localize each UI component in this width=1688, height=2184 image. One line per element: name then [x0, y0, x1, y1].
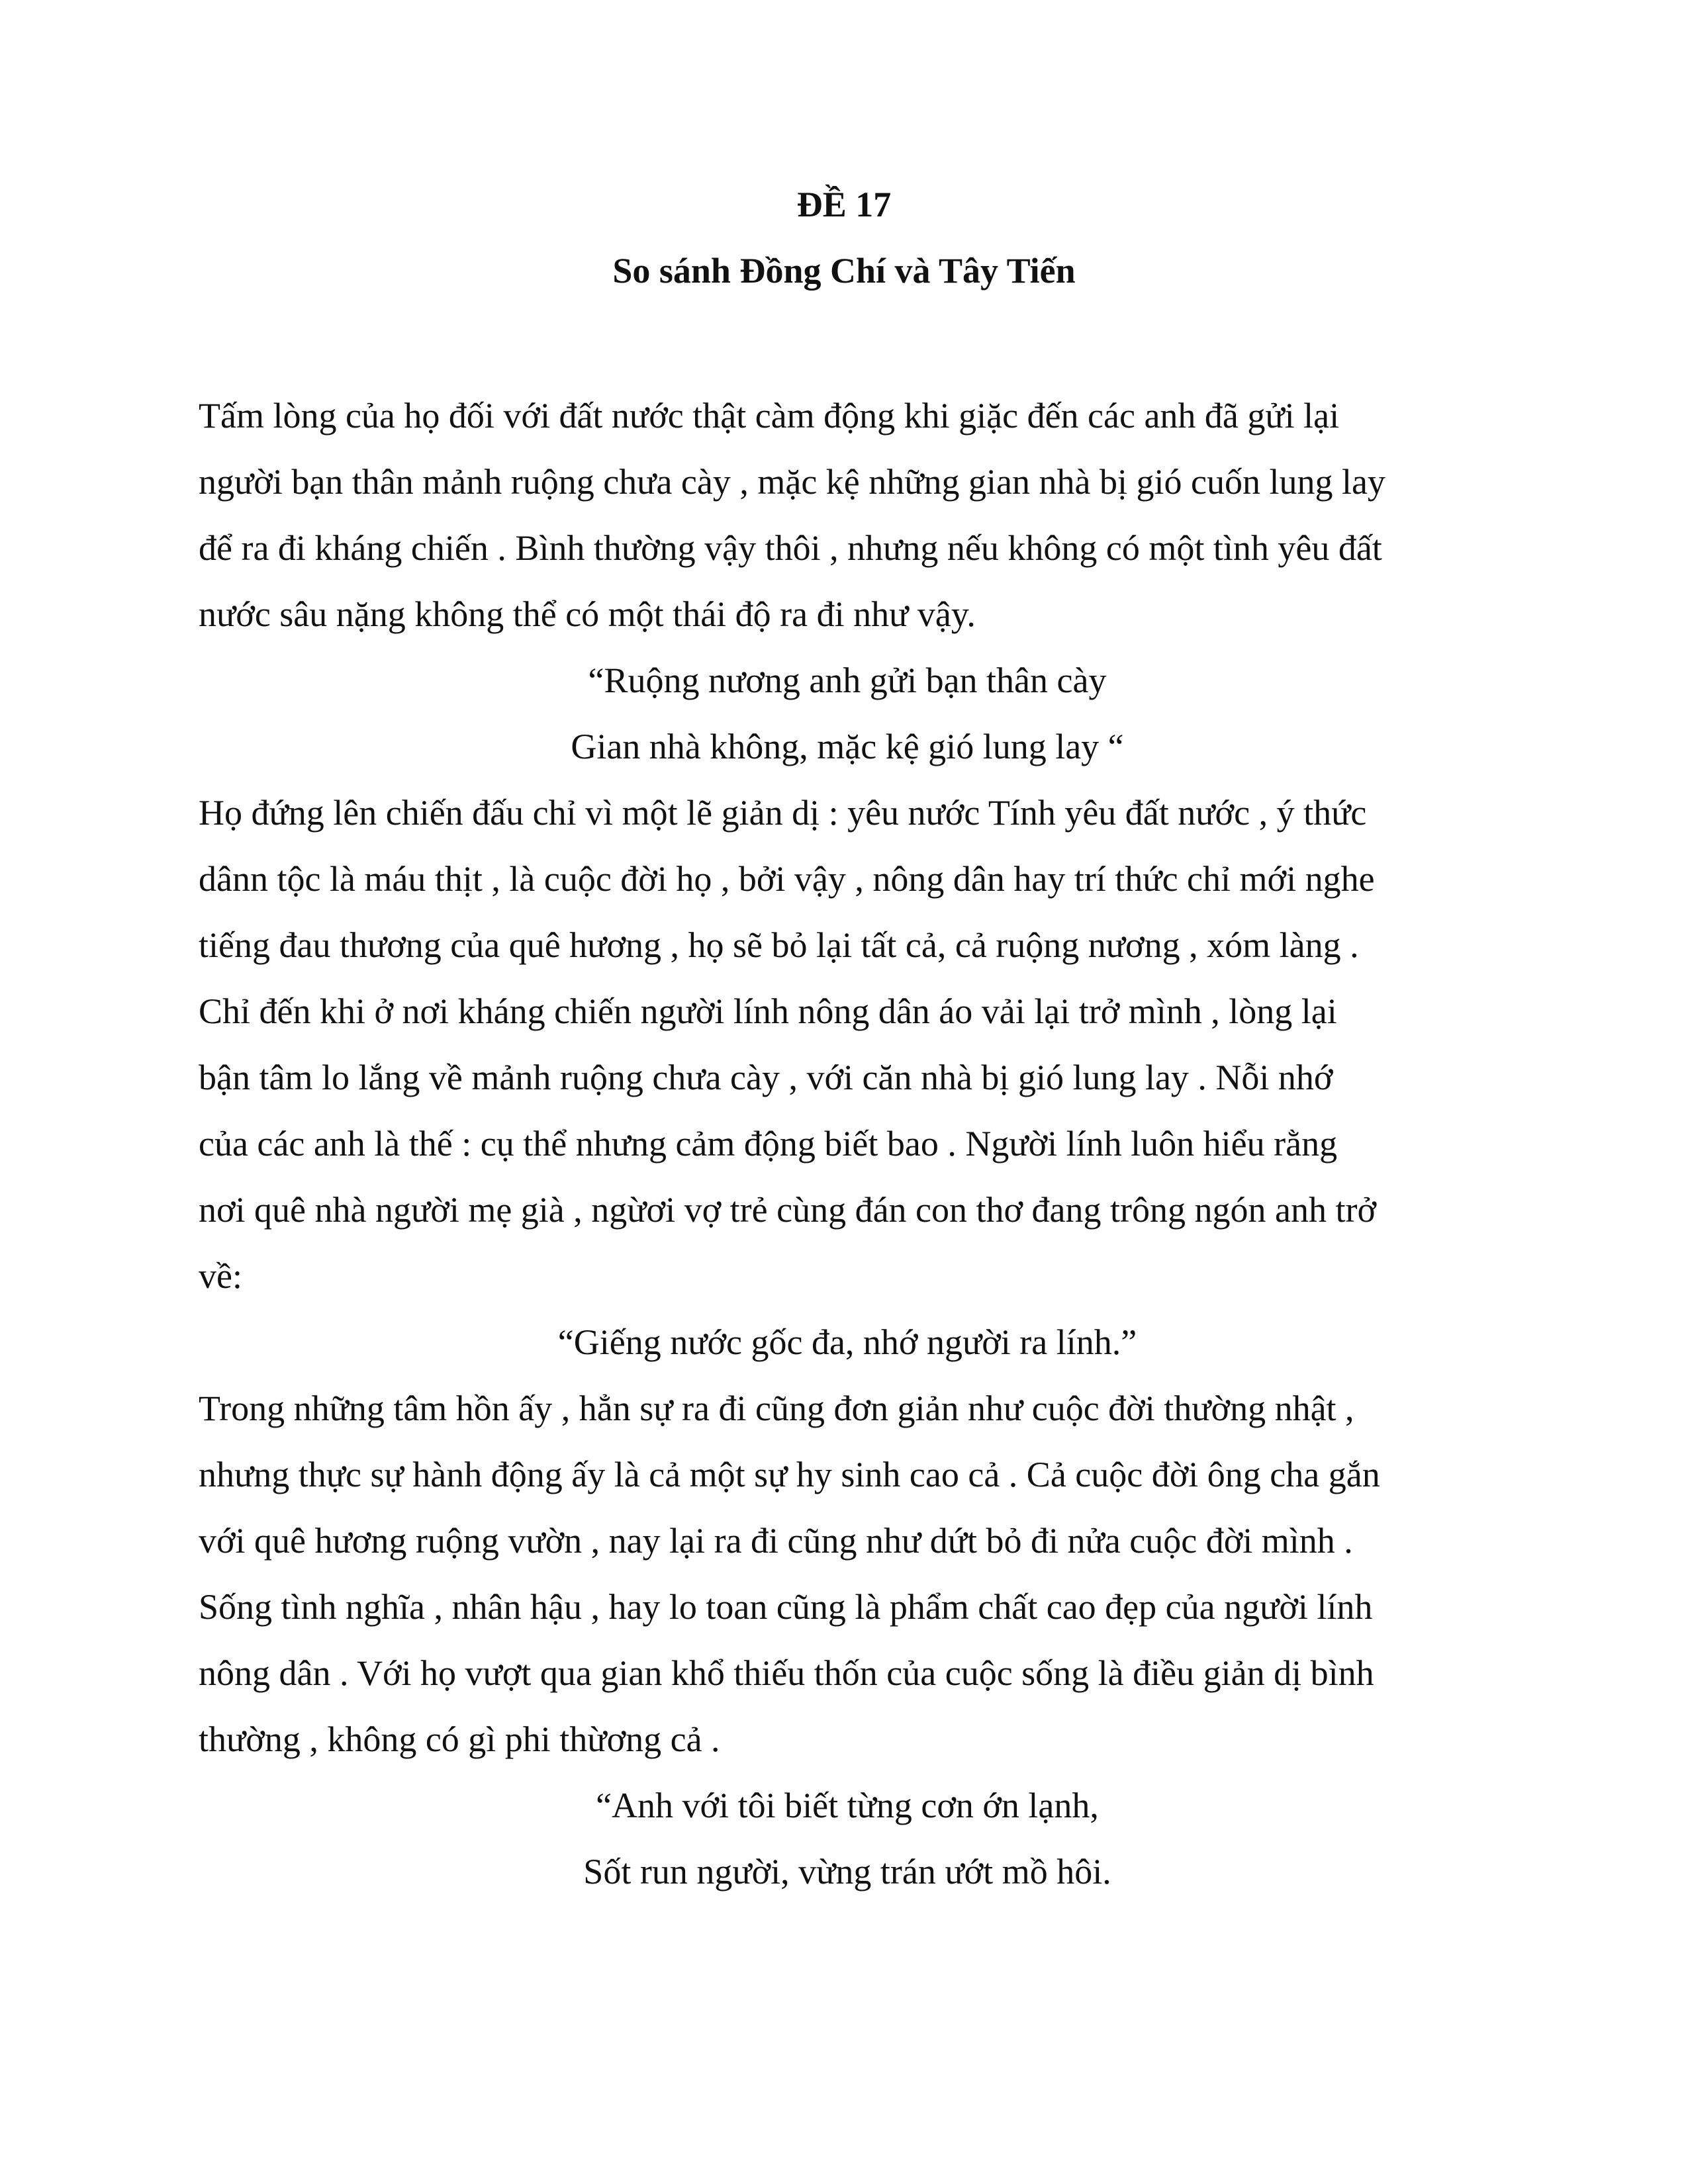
paragraph-1 [199, 383, 1496, 647]
poem-line: “Anh với tôi biết từng cơn ớn lạnh, [596, 1786, 1099, 1825]
paragraph-3 [199, 1375, 1496, 1772]
text-line: Tấm lòng của họ đối với đất nước thật càm động khi giặc đến các anh đã gửi lại [199, 396, 1340, 435]
text-line: nơi quê nhà người mẹ già , ngừơi vợ trẻ cùng đán con thơ đang trông ngón anh trở [199, 1190, 1377, 1230]
text-line: người bạn thân mảnh ruộng chưa cày , mặc kệ những gian nhà bị gió cuốn lung lay [199, 462, 1385, 502]
text-line: Sống tình nghĩa , nhân hậu , hay lo toan cũng là phẩm chất cao đẹp của người lính [199, 1587, 1373, 1627]
text-line: bận tâm lo lắng về mảnh ruộng chưa cày , với căn nhà bị gió lung lay . Nỗi nhớ [199, 1058, 1333, 1097]
poem-quote-1 [199, 647, 1496, 780]
text-line: tiếng đau thương của quê hương , họ sẽ bỏ lại tất cả, cả ruộng nương , xóm làng . [199, 925, 1359, 965]
text-line: nhưng thực sự hành động ấy là cả một sự hy sinh cao cả . Cả cuộc đời ông cha gắn [199, 1455, 1380, 1494]
text-line: Trong những tâm hồn ấy , hẳn sự ra đi cũng đơn giản như cuộc đời thường nhật , [199, 1388, 1354, 1428]
poem-line: Sốt run người, vừng trán ướt mồ hôi. [583, 1852, 1111, 1891]
text-line: nước sâu nặng không thể có một thái độ ra đi như vậy. [199, 594, 976, 634]
text-line: dânn tộc là máu thịt , là cuộc đời họ , bởi vậy , nông dân hay trí thức chỉ mới nghe [199, 859, 1375, 899]
poem-line: “Giếng nước gốc đa, nhớ người ra lính.” [557, 1322, 1137, 1362]
poem-quote-3 [199, 1772, 1496, 1905]
document-heading: ĐỀ 17 [796, 185, 892, 224]
text-line: của các anh là thế : cụ thể nhưng cảm động biết bao . Người lính luôn hiểu rằng [199, 1124, 1338, 1163]
text-line: để ra đi kháng chiến . Bình thường vậy thôi , nhưng nếu không có một tình yêu đất [199, 528, 1382, 568]
text-line: về: [199, 1256, 242, 1296]
poem-quote-2 [199, 1309, 1496, 1375]
text-line: thường , không có gì phi thừơng cả . [199, 1719, 720, 1759]
paragraph-2 [199, 780, 1496, 1309]
text-line: với quê hương ruộng vườn , nay lại ra đi cũng như dứt bỏ đi nửa cuộc đời mình . [199, 1521, 1353, 1561]
text-line: Họ đứng lên chiến đấu chỉ vì một lẽ giản dị : yêu nước Tính yêu đất nước , ý thức [199, 793, 1367, 833]
poem-line: Gian nhà không, mặc kệ gió lung lay “ [571, 727, 1124, 766]
document-subheading: So sánh Đồng Chí và Tây Tiến [612, 251, 1076, 291]
text-line: Chỉ đến khi ở nơi kháng chiến người lính nông dân áo vải lại trở mình , lòng lại [199, 991, 1337, 1031]
poem-line: “Ruộng nương anh gửi bạn thân cày [588, 660, 1107, 700]
text-line: nông dân . Với họ vượt qua gian khổ thiếu thốn của cuộc sống là điều giản dị bình [199, 1653, 1374, 1693]
